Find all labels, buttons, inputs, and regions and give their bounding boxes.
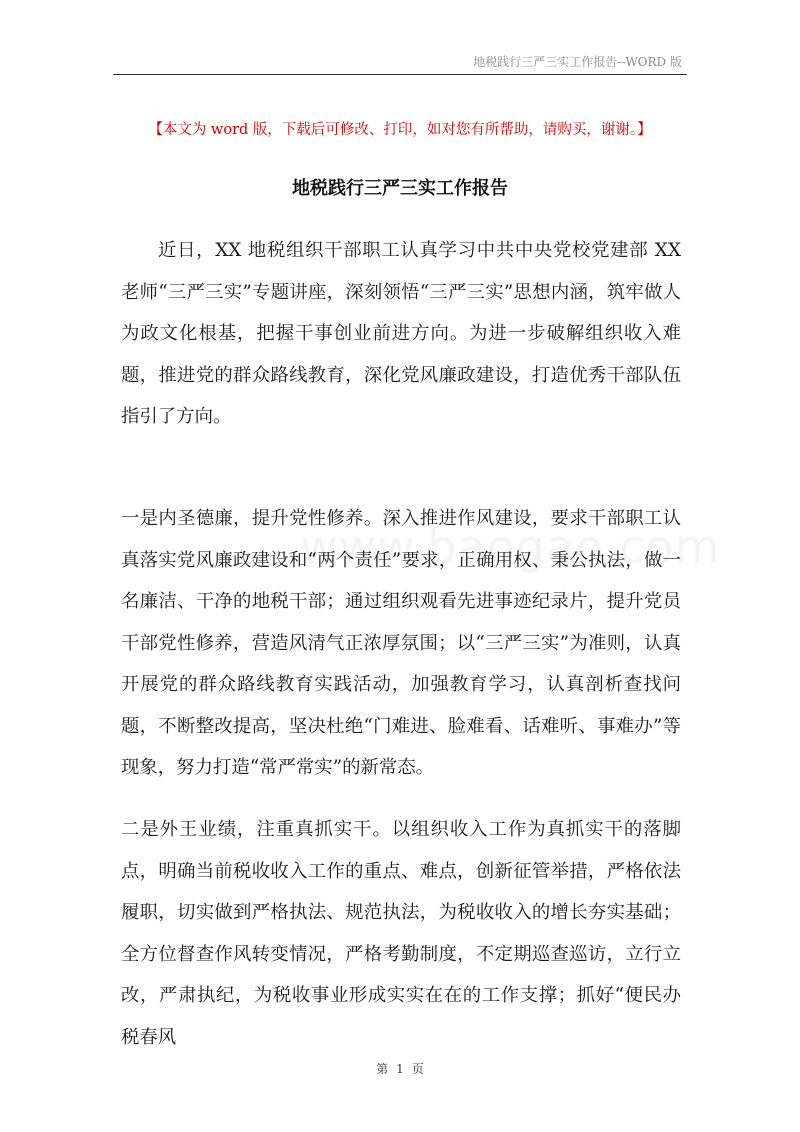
watermark <box>300 520 720 574</box>
paragraph-point-one: 一是内圣德廉，提升党性修养。深入推进作风建设，要求干部职工认真落实党风廉政建设和“两个责任”要求，正确用权、秉公执法，做一名廉洁、干净的地税干部；通过组织观看先进事迹纪录片，提升党员干部党性修养，营造风清气正浓厚氛围；以“三严三实”为准则，认真开展党的群众路线教育实践活动，加强教育学习，认真剖析查找问题，不断整改提高，坚决杜绝“门难进、脸难看、话难听、事难办”等现象，努力打造“常严常实”的新常态。 <box>121 508 681 778</box>
header-divider <box>113 74 687 75</box>
page-number: 1 <box>396 1062 404 1076</box>
running-header: 地税践行三严三实工作报告--WORD 版 <box>473 55 682 69</box>
purchase-notice: 【本文为 word 版，下载后可修改、打印，如对您有所帮助，请购买，谢谢。】 <box>148 122 652 138</box>
paragraph-point-two: 二是外王业绩，注重真抓实干。以组织收入工作为真抓实干的落脚点，明确当前税收收入工作的重点、难点，创新征管举措，严格依法履职，切实做到严格执法、规范执法，为税收收入的增长夯实基础；全方位督查作风转变情况，严格考勤制度，不定期巡查巡访，立行立改，严肃执纪，为税收事业形成实实在在的工作支撑；抓好“便民办税春风 <box>121 819 681 1048</box>
document-title: 地税践行三严三实工作报告 <box>292 178 508 199</box>
page-footer <box>0 1060 800 1077</box>
footer-prefix: 第 <box>376 1062 389 1076</box>
footer-suffix: 页 <box>411 1062 424 1076</box>
paragraph-intro: 近日，XX 地税组织干部职工认真学习中共中央党校党建部 XX 老师“三严三实”专题讲座，深刻领悟“三严三实”思想内涵，筑牢做人为政文化根基，把握干事创业前进方向。为进一步破解组织收入难题，推进党的群众路线教育，深化党风廉政建设，打造优秀干部队伍指引了方向。 <box>121 240 681 427</box>
